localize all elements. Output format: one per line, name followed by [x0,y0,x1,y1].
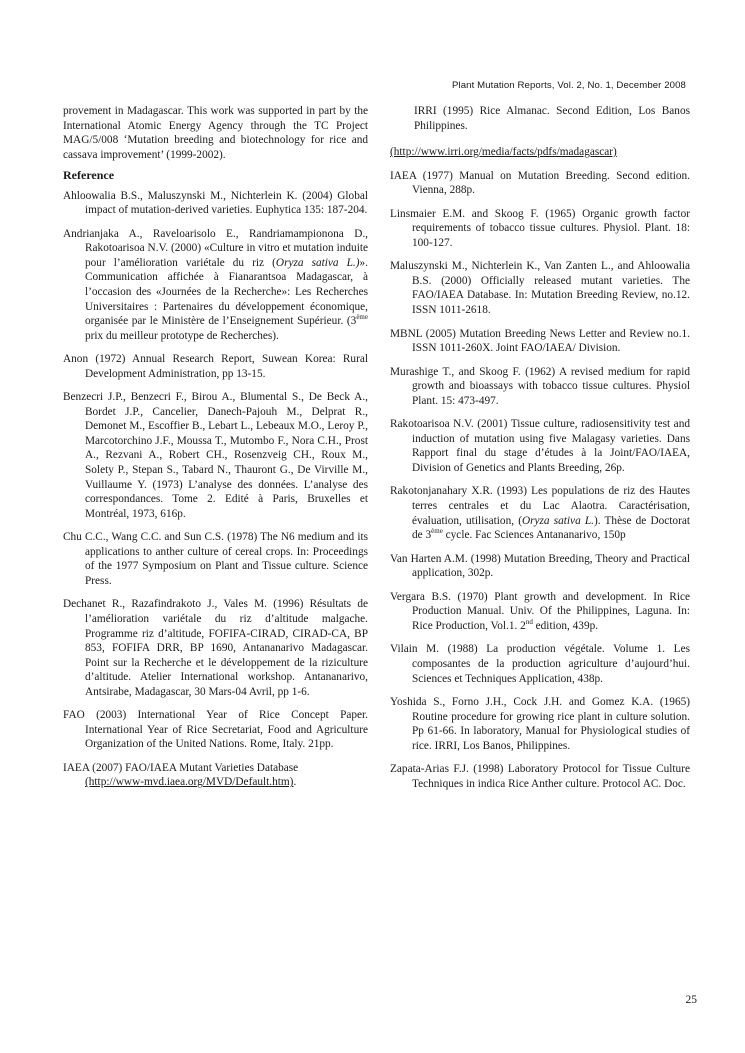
reference-item: Dechanet R., Razafindrakoto J., Vales M. (1996) Résultats de l’amélioration variétale du riz d’altitude malgache. Programme riz d’altitude, FOFIFA-CIRAD, CIRAD-CA, BP 853, FOFIFA DRR, BP 1690, Antananarivo Madagascar. Point sur la Recherche et le développement de la riziculture d’altitude. Atelier International workshop. Antananarivo, Antsirabe, Madagascar, 30 Mars-04 Avril, pp 1-6. [63,598,368,698]
reference-item: Yoshida S., Forno J.H., Cock J.H. and Gomez K.A. (1965) Routine procedure for growing rice plant in culture solution. Pp 61-66. In laboratory, Manual for Physiological studies of rice. IRRI, Los Banos, Philippines. [390,696,690,752]
reference-item: Rakotoarisoa N.V. (2001) Tissue culture, radiosensitivity test and induction of mutation using five Malagasy varieties. Dans Rapport final du stage d’études à la Joint/FAO/IAEA, Division of Genetics and Plants Breeding, 26p. [390,418,690,474]
left-column [63,104,368,799]
reference-link-line [390,145,690,160]
right-column [390,104,690,800]
species-name: Oryza sativa L.) [275,256,360,269]
reference-item: Chu C.C., Wang C.C. and Sun C.S. (1978) The N6 medium and its applications to anther culture of cereal crops. In: Proceedings of the 1977 Symposium on Plant and Tissue culture. Science Press. [63,531,368,587]
reference-item: IRRI (1995) Rice Almanac. Second Edition, Los Banos Philippines. [414,105,690,132]
database-link[interactable]: (http://www-mvd.iaea.org/MVD/Default.htm) [85,776,294,789]
reference-item: MBNL (2005) Mutation Breeding News Letter and Review no.1. ISSN 1011-260X. Joint FAO/IAEA/ Division. [390,327,690,355]
intro-paragraph: provement in Madagascar. This work was supported in part by the International Atomic Energy Agency through the TC Project MAG/5/008 ‘Mutation breeding and biotechnology for rice and cassava improvement’ (1999-2002). [63,105,368,161]
reference-item: Vilain M. (1988) La production végétale. Volume 1. Les composantes de la production agriculture d’aujourd’hui. Sciences et Techniques Application, 438p. [390,643,690,685]
reference-item: Ahloowalia B.S., Maluszynski M., Nichterlein K. (2004) Global impact of mutation-derived varieties. Euphytica 135: 187-204. [63,189,368,217]
reference-item: IAEA (2007) FAO/IAEA Mutant Varieties Database (http://www-mvd.iaea.org/MVD/Default.htm). [63,761,299,789]
reference-item: Zapata-Arias F.J. (1998) Laboratory Protocol for Tissue Culture Techniques in indica Rice Anther culture. Protocol AC. Doc. [390,763,690,790]
reference-item: IAEA (1977) Manual on Mutation Breeding. Second edition. Vienna, 288p. [390,169,690,197]
reference-item: Benzecri J.P., Benzecri F., Birou A., Blumental S., De Beck A., Bordet J.P., Cancelier, Danech-Pajouh M., Delprat R., Demonet M., Escoffier B., Lebart L., Lebeaux M.O., Leroy P., Marcotorchino J.F., Moussa T., Mutombo F., Nora C.H., Prost A., Rezvani A., Robert CH., Rosenzveig CH., Roux M., Solety P., Stepan S., Tabard N., Thauront G., De Virville M., Vuillaume Y. (1973) L’analyse des données. L’analyse des correspondances. Tome 2. Edité à Paris, Bruxelles et Montréal, 1973, 616p. [63,391,368,520]
species-name: Oryza sativa L. [521,514,594,527]
page-number: 25 [685,994,697,1006]
reference-heading: Reference [63,168,115,183]
reference-item: Anon (1972) Annual Research Report, Suwean Korea: Rural Development Administration, pp 13-15. [63,353,368,380]
reference-item: Murashige T., and Skoog F. (1962) A revised medium for rapid growth and bioassays with tobacco tissue cultures. Physiol Plant. 15: 473-497. [390,365,690,407]
reference-item: Vergara B.S. (1970) Plant growth and development. In Rice Production Manual. Univ. Of the Philippines, Laguna. In: Rice Production, Vol.1. 2nd edition, 439p. [390,590,690,632]
reference-item: Rakotonjanahary X.R. (1993) Les populations de riz des Hautes terres centrales et du Lac Alaotra. Caractérisation, évaluation, utilisation, (Oryza sativa L.). Thèse de Doctorat de 3ème cycle. Fac Sciences Antananarivo, 150p [390,485,690,542]
reference-item: Maluszynski M., Nichterlein K., Van Zanten L., and Ahloowalia B.S. (2000) Officially released mutant varieties. The FAO/IAEA Database. In: Mutation Breeding Review, no.12. ISSN 1011-2618. [390,260,690,317]
reference-item: Van Harten A.M. (1998) Mutation Breeding, Theory and Practical application, 302p. [390,552,690,580]
reference-item: Linsmaier E.M. and Skoog F. (1965) Organic growth factor requirements of tobacco tissue cultures. Physiol. Plant. 18: 100-127. [390,207,690,249]
irri-link[interactable]: (http://www.irri.org/media/facts/pdfs/madagascar) [390,146,617,159]
reference-item: Andrianjaka A., Raveloarisolo E., Randriamampionona D., Rakotoarisoa N.V. (2000) «Culture in vitro et mutation induite pour l’amélioration variétale du riz (Oryza sativa L.)». Communication affichée à Fianarantsoa Madagascar, à l’occasion des «Journées de la Recherche»: Les Recherches Universitaires : Partenaires du développement économique, organisée par le Ministère de l’Enseignement Supérieur. (3ème prix du meilleur prototype de Recherches). [63,227,368,342]
reference-item: FAO (2003) International Year of Rice Concept Paper. International Year of Rice Secretariat, Food and Agriculture Organization of the United Nations. Rome, Italy. 21pp. [63,709,368,751]
running-header: Plant Mutation Reports, Vol. 2, No. 1, December 2008 [452,80,686,91]
